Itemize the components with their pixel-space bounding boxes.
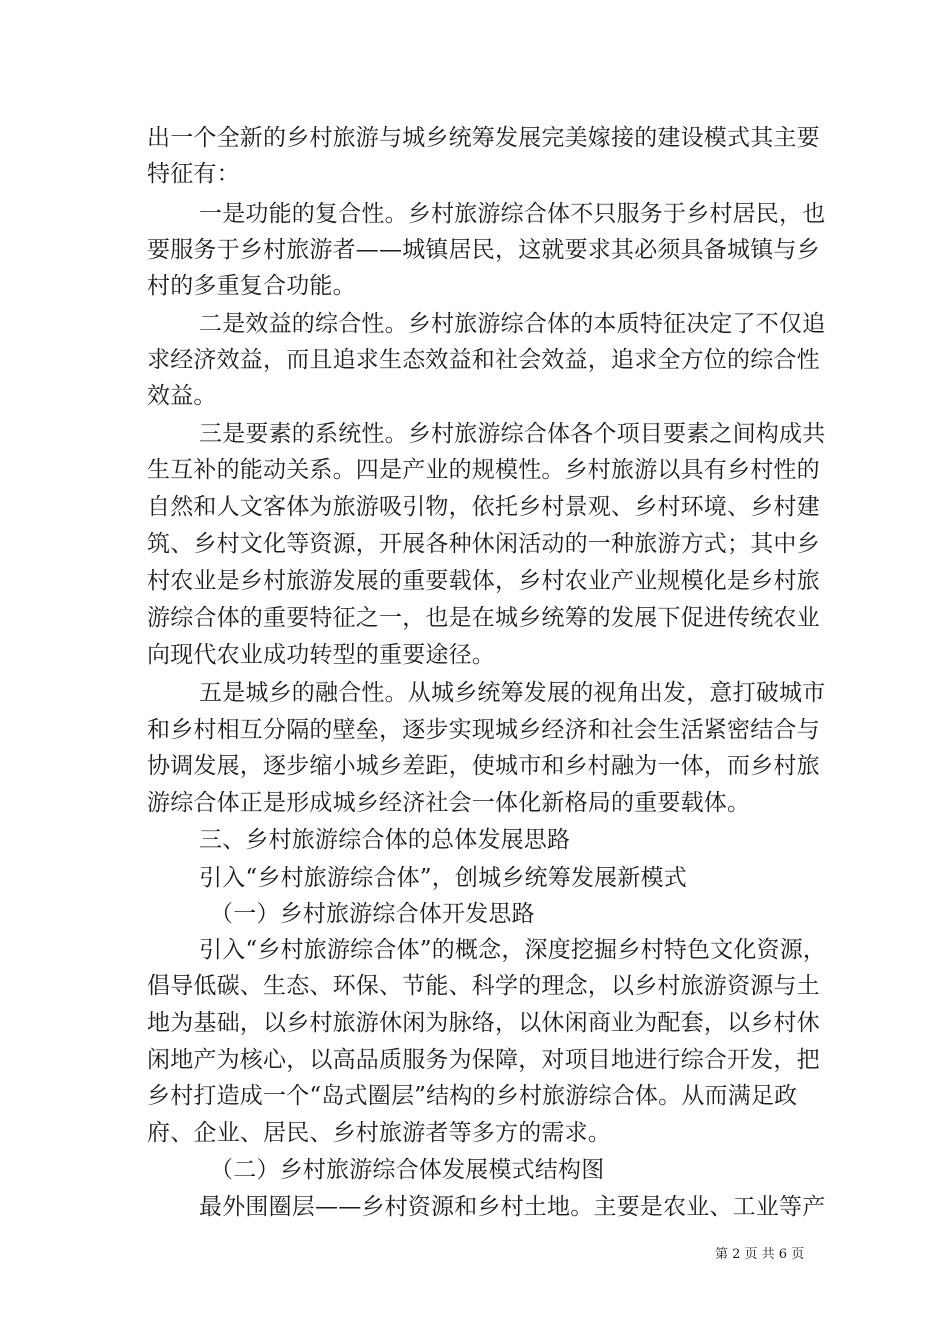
text-line: 游综合体的重要特征之一，也是在城乡统筹的发展下促进传统农业 [147,605,820,631]
text-line: 地为基础，以乡村旅游休闲为脉络，以休闲商业为配套，以乡村休 [147,1010,820,1036]
subsection-heading: （一）乡村旅游综合体开发思路 [210,901,535,927]
text-line: 要服务于乡村旅游者——城镇居民，这就要求其必须具备城镇与乡 [147,237,820,263]
text-line: 出一个全新的乡村旅游与城乡统筹发展完美嫁接的建设模式其主要 [147,125,820,151]
text-line: 和乡村相互分隔的壁垒，逐步实现城乡经济和社会生活紧密结合与 [147,717,820,743]
text-line: 倡导低碳、生态、环保、节能、科学的理念，以乡村旅游资源与土 [147,973,820,999]
text-line: 一是功能的复合性。乡村旅游综合体不只服务于乡村居民，也 [199,201,826,227]
text-line: 特征有： [147,161,240,187]
text-line: 向现代农业成功转型的重要途径。 [147,642,495,668]
text-line: 府、企业、居民、乡村旅游者等多方的需求。 [147,1120,611,1146]
text-line: 协调发展，逐步缩小城乡差距，使城市和乡村融为一体，而乡村旅 [147,753,820,779]
page-number: 第 2 页 共 6 页 [715,1247,805,1262]
text-line: 村农业是乡村旅游发展的重要载体，乡村农业产业规模化是乡村旅 [147,568,820,594]
text-line: 最外围圈层——乡村资源和乡村土地。主要是农业、工业等产 [199,1194,826,1220]
text-line: 生互补的能动关系。四是产业的规模性。乡村旅游以具有乡村性的 [147,457,820,483]
text-line: 效益。 [147,383,217,409]
text-line: 游综合体正是形成城乡经济社会一体化新格局的重要载体。 [147,790,751,816]
text-line: 乡村打造成一个“岛式圈层”结构的乡村旅游综合体。从而满足政 [147,1083,798,1109]
section-heading: 三、乡村旅游综合体的总体发展思路 [199,827,571,853]
text-line: 求经济效益，而且追求生态效益和社会效益，追求全方位的综合性 [147,347,820,373]
text-line: 村的多重复合功能。 [147,273,356,299]
text-line: 自然和人文客体为旅游吸引物，依托乡村景观、乡村环境、乡村建 [147,494,820,520]
text-line: 引入“乡村旅游综合体”的概念，深度挖掘乡村特色文化资源， [199,937,827,963]
text-line: 引入“乡村旅游综合体”，创城乡统筹发展新模式 [199,865,687,891]
text-line: 二是效益的综合性。乡村旅游综合体的本质特征决定了不仅追 [199,311,826,337]
text-line: 五是城乡的融合性。从城乡统筹发展的视角出发，意打破城市 [199,680,826,706]
subsection-heading: （二）乡村旅游综合体发展模式结构图 [210,1157,605,1183]
text-line: 筑、乡村文化等资源，开展各种休闲活动的一种旅游方式；其中乡 [147,531,820,557]
text-line: 闲地产为核心，以高品质服务为保障，对项目地进行综合开发，把 [147,1047,820,1073]
text-line: 三是要素的系统性。乡村旅游综合体各个项目要素之间构成共 [199,421,826,447]
